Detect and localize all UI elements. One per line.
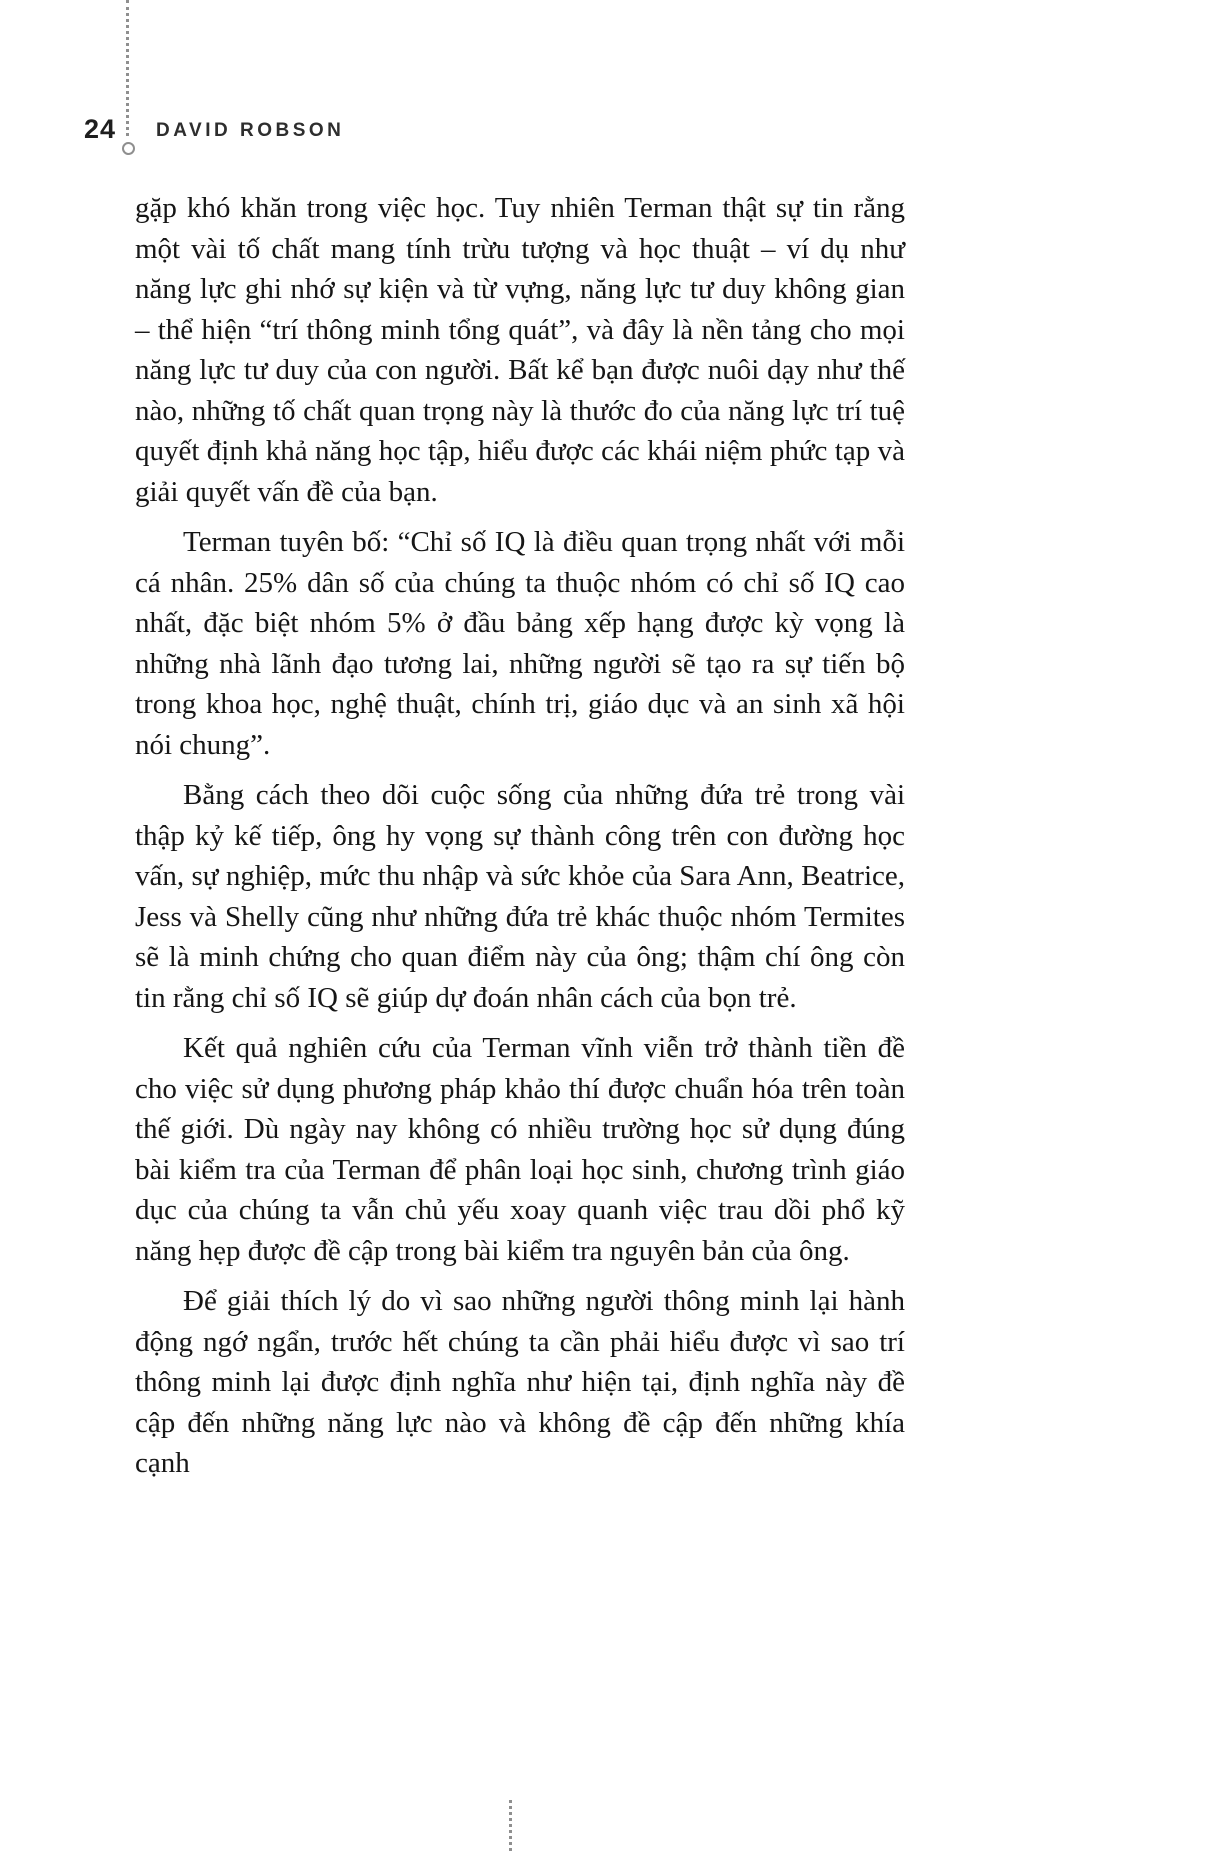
paragraph-continuation: gặp khó khăn trong việc học. Tuy nhiên Terman thật sự tin rằng một vài tố chất mang tính trừu tượng và học thuật – ví dụ như năng lực ghi nhớ sự kiện và từ vựng, năng lực tư duy không gian – thể hiện “trí thông minh tổng quát”, và đây là nền tảng cho mọi năng lực tư duy của con người. Bất kể bạn được nuôi dạy như thế nào, những tố chất quan trọng này là thước đo của năng lực trí tuệ quyết định khả năng học tập, hiểu được các khái niệm phức tạp và giải quyết vấn đề của bạn. — [135, 192, 905, 508]
paragraph: Bằng cách theo dõi cuộc sống của những đứa trẻ trong vài thập kỷ kế tiếp, ông hy vọng sự thành công trên con đường học vấn, sự nghiệp, mức thu nhập và sức khỏe của Sara Ann, Beatrice, Jess và Shelly cũng như những đứa trẻ khác thuộc nhóm Termites sẽ là minh chứng cho quan điểm này của ông; thậm chí ông còn tin rằng chỉ số IQ sẽ giúp dự đoán nhân cách của bọn trẻ. — [135, 779, 905, 1014]
ornament-dotted-line-bottom — [509, 1800, 512, 1851]
body-text-block — [135, 188, 905, 1494]
paragraph: Terman tuyên bố: “Chỉ số IQ là điều quan trọng nhất với mỗi cá nhân. 25% dân số của chúng ta thuộc nhóm có chỉ số IQ cao nhất, đặc biệt nhóm 5% ở đầu bảng xếp hạng được kỳ vọng là những nhà lãnh đạo tương lai, những người sẽ tạo ra sự tiến bộ trong khoa học, nghệ thuật, chính trị, giáo dục và an sinh xã hội nói chung”. — [135, 526, 905, 761]
running-header-title: DAVID ROBSON — [156, 120, 345, 141]
page-number: 24 — [84, 114, 117, 144]
running-header — [0, 112, 1221, 148]
paragraph: Để giải thích lý do vì sao những người thông minh lại hành động ngớ ngẩn, trước hết chúng ta cần phải hiểu được vì sao trí thông minh lại được định nghĩa như hiện tại, định nghĩa này đề cập đến những năng lực nào và không đề cập đến những khía cạnh — [135, 1285, 905, 1479]
paragraph: Kết quả nghiên cứu của Terman vĩnh viễn trở thành tiền đề cho việc sử dụng phương pháp khảo thí được chuẩn hóa trên toàn thế giới. Dù ngày nay không có nhiều trường học sử dụng đúng bài kiểm tra của Terman để phân loại học sinh, chương trình giáo dục của chúng ta vẫn chủ yếu xoay quanh việc trau dồi phổ kỹ năng hẹp được đề cập trong bài kiểm tra nguyên bản của ông. — [135, 1032, 905, 1267]
